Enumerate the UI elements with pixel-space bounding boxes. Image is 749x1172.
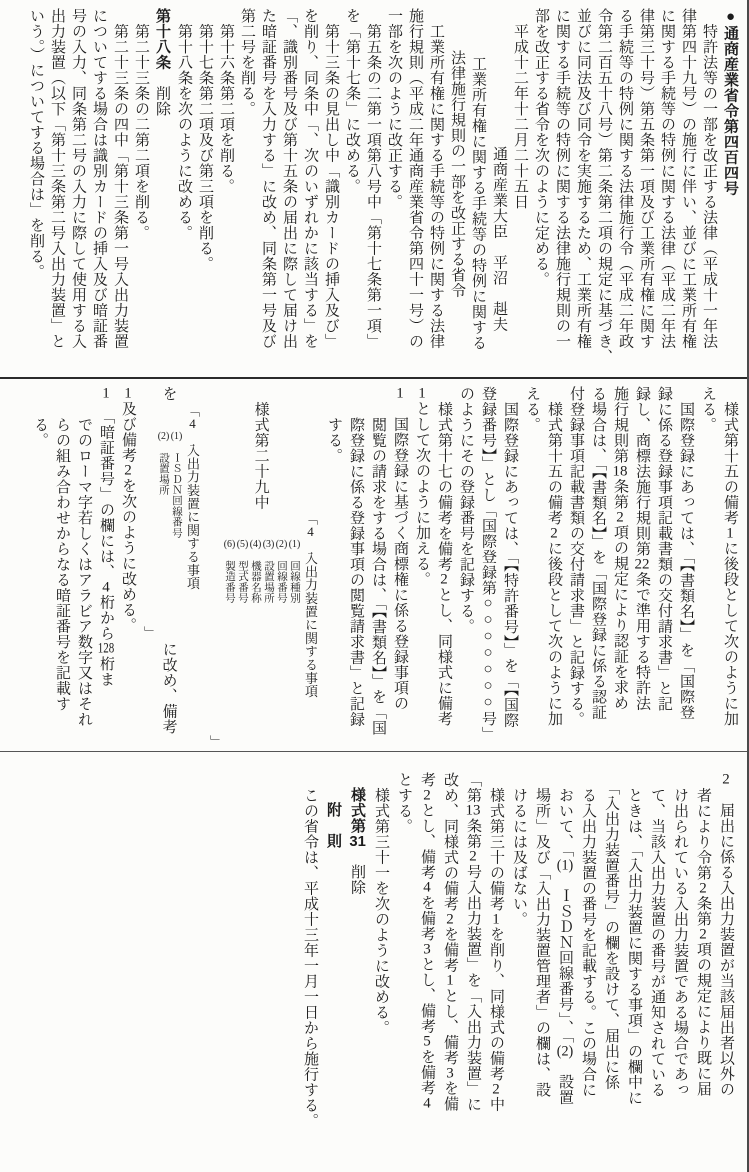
- text-column: 令第二百五十八号）第二条第二項の規定に基づき、: [596, 8, 612, 365]
- text-column: 考2とし、備考4を備考3とし、備考5を備考4: [419, 772, 435, 1111]
- bold-heading: 第十八条: [154, 8, 171, 70]
- text-column: 並びに同法及び同令を実施するため、工業所有権: [575, 8, 591, 349]
- text-column: 様式第十五の備考1に後段として次のように加: [722, 386, 738, 727]
- section-promulgation: [0, 0, 747, 377]
- text-column: 平成十二年十二月二十五日: [512, 8, 528, 210]
- text-column: [151, 8, 173, 377]
- section-form-amendments: [0, 379, 747, 751]
- form-block-item: (3) 設置場所: [262, 539, 275, 603]
- text-column: に関する手続等の特例に関する法律（平成二年法: [659, 8, 675, 349]
- tate-chu-yoko-number: 1: [102, 386, 110, 401]
- tate-chu-yoko-number: 2: [550, 525, 558, 541]
- tate-chu-yoko-number: (1): [288, 539, 301, 550]
- text-column: 1として次のように加える。: [414, 386, 430, 587]
- text-column: 第十七条第二項及び第三項を削る。: [197, 8, 213, 272]
- text-column: 1及び備考2を次のように改める。: [120, 386, 136, 633]
- form-block-item: (1) 回線種別: [288, 539, 301, 603]
- text-column: 「入出力装置番号」の欄を設けて、届出に係: [603, 772, 619, 1090]
- tate-chu-yoko-number: (5): [236, 539, 249, 550]
- tate-chu-yoko-number: 13: [465, 803, 481, 818]
- text-column: 特許法等の一部を改正する法律（平成十一年法: [701, 8, 717, 349]
- text-column: 「第13条第2号入出力装置」を「入出力装置」に: [465, 772, 481, 1112]
- text-column: る手続等の特例に関する法律施行令（平成二年政: [617, 8, 633, 349]
- tate-chu-yoko-number: (2): [157, 430, 170, 441]
- tate-chu-yoko-number: 2: [722, 772, 730, 787]
- text-column: える。: [700, 386, 716, 433]
- form-block-item: (2) 回線番号: [275, 539, 288, 603]
- text-column: する。: [326, 386, 342, 464]
- text-column: 工業所有権に関する手続等の特例に関する法律: [428, 8, 444, 349]
- text-column: 法律施行規則の一部を改正する省令: [449, 50, 465, 298]
- text-column: 出力装置（以下「第十三条第二号入出力装置」と: [49, 8, 65, 349]
- text-column: 様式第三十一を次のように改める。: [373, 772, 389, 1036]
- tate-chu-yoko-number: 2: [492, 1081, 500, 1097]
- tate-chu-yoko-number: 18: [612, 463, 628, 479]
- tate-chu-yoko-number: 2: [699, 926, 707, 942]
- text-run: 削除: [154, 70, 170, 117]
- text-column: 録に係る登録事項記載書類の交付請求書」と記: [656, 386, 672, 712]
- tate-chu-yoko-number: (1): [556, 857, 574, 873]
- text-column: [345, 772, 369, 1152]
- text-column: 様式第十七の備考を備考2とし、同様式に備考: [436, 386, 452, 727]
- form-block-header: 「4 入出力装置に関する事項: [303, 512, 318, 698]
- text-column: る。: [32, 386, 48, 448]
- text-column: た暗証番号を入力する」に改め、同条第一号及び: [260, 8, 276, 349]
- text-column: [205, 386, 323, 751]
- form-block-close: 」: [142, 626, 157, 640]
- tate-chu-yoko-number: 22: [634, 556, 650, 572]
- text-column: け出られている入出力装置である場合であっ: [672, 772, 688, 1098]
- text-column: 登録番号】」とし「国際登録第○○○○○○○号」: [480, 386, 496, 742]
- tate-chu-yoko-number: 2: [446, 911, 454, 927]
- tate-chu-yoko-number: 2: [124, 463, 132, 478]
- tate-chu-yoko-number: 1: [726, 525, 734, 541]
- text-column: 第二十三条の二第二項を削る。: [133, 8, 149, 241]
- text-column: [719, 8, 741, 377]
- tate-chu-yoko-number: 1: [446, 973, 454, 988]
- text-column: らの組み合わせからなる暗証番号を記載す: [54, 386, 70, 712]
- text-column: とする。: [396, 772, 412, 834]
- text-column: 律第四十九号）の施行に伴い、並びに工業所有権: [680, 8, 696, 349]
- text-column: 者により令第2条第2項の規定により既に届: [695, 772, 711, 1097]
- text-column: に関する手続等の特例に関する法律施行規則の一: [554, 8, 570, 349]
- text-column: 第十六条第二項を削る。: [218, 8, 234, 194]
- tate-chu-yoko-number: 2: [616, 509, 624, 525]
- text-column: を「第十七条」に改める。: [344, 8, 360, 194]
- tate-chu-yoko-number: 3: [446, 1065, 454, 1081]
- tate-chu-yoko-number: 4: [423, 1095, 431, 1111]
- tate-chu-yoko-number: 4: [102, 579, 110, 595]
- form-block-item: (1) ＩＳＤＮ回線番号: [170, 430, 183, 538]
- text-run: に改め、備考: [160, 641, 177, 735]
- text-column: 録し、商標法施行規則第22条で準用する特許法: [634, 386, 650, 711]
- bold-heading: 様式第31: [349, 787, 366, 849]
- tate-chu-yoko-number: 4: [307, 525, 314, 539]
- text-column: 際登録に係る登録事項の閲覧請求書」と記録: [348, 386, 364, 727]
- text-column: を削り、同条中「、次のいずれかに該当する」を: [302, 8, 318, 349]
- text-column: けるには及ばない。: [511, 772, 527, 927]
- text-column: [139, 386, 205, 751]
- quoted-form-block: [142, 404, 202, 640]
- text-column: 一部を次のように改正する。: [386, 8, 402, 210]
- tate-chu-yoko-number: 1: [492, 911, 500, 927]
- text-column: 国際登録にあっては、「【書類名】」を「国際登: [678, 386, 694, 720]
- tate-chu-yoko-number: 5: [423, 1034, 431, 1049]
- text-column: 「、識別番号及び第十五条の届出に際して届け出: [281, 8, 297, 349]
- text-run: 削除: [349, 848, 365, 895]
- text-column: についてする場合は識別カードの挿入及び暗証番: [91, 8, 107, 349]
- tate-chu-yoko-number: (2): [556, 1043, 574, 1059]
- text-column: る場合は、「【書類名】」を「国際登録に係る認証: [590, 386, 606, 720]
- text-column: 律第三十号）第五条第一項及び工業所有権に関す: [638, 8, 654, 349]
- text-column: 閲覧の請求をする場合は、「【書類名】」を「国: [370, 386, 386, 736]
- text-column: 1 国際登録に基づく商標権に係る登録事項の: [392, 386, 408, 711]
- form-block-item: (6) 製造番号: [223, 539, 236, 603]
- text-column: いう。）についてする場合は」を削る。: [28, 8, 44, 280]
- bold-heading: 附 則: [325, 802, 342, 849]
- form-block-header: 「4 入出力装置に関する事項: [185, 403, 200, 590]
- form-block-item: (5) 型式番号: [236, 539, 249, 603]
- text-column: 号の入力、同条第二号の入力に際して使用する入: [70, 8, 86, 349]
- bold-heading: ●通商産業省令第四百四号: [722, 8, 739, 196]
- tate-chu-yoko-number: 128: [97, 641, 115, 656]
- text-column: 部を改正する省令を次のように定める。: [533, 8, 549, 287]
- text-column: 第二号を削る。: [239, 8, 255, 117]
- tate-chu-yoko-number: 1: [124, 386, 132, 401]
- text-run: 様式第二十九中: [252, 386, 269, 510]
- text-column: 1 「暗証番号」の欄には、4桁から128桁ま: [97, 386, 115, 687]
- text-column: 様式第三十の備考1を削り、同様式の備考2中: [488, 772, 504, 1112]
- form-block-close: 」: [208, 734, 223, 748]
- tate-chu-yoko-number: (6): [223, 539, 236, 550]
- text-column: 国際登録にあっては、「【特許番号】」を「【国際: [502, 386, 518, 728]
- text-column: 2 届出に係る入出力装置が当該届出者以外の: [718, 772, 734, 1097]
- text-column: 工業所有権に関する手続等の特例に関する: [470, 56, 486, 351]
- text-run: を: [160, 386, 177, 402]
- text-column: 施行規則（平成二年通商産業省令第四十一号）の: [407, 8, 423, 349]
- tate-chu-yoko-number: 2: [699, 880, 707, 896]
- tate-chu-yoko-number: (4): [249, 539, 262, 550]
- tate-chu-yoko-number: 3: [423, 941, 431, 957]
- text-column: 第十三条の見出し中「識別カードの挿入及び」: [323, 8, 339, 349]
- text-column: でのローマ字若しくはアラビア数字又はそれ: [76, 386, 92, 727]
- section-supplementary: [0, 752, 747, 1152]
- text-column: 第十八条を次のように改める。: [176, 8, 192, 241]
- text-column: のようにその登録番号を記録する。: [458, 386, 474, 634]
- text-column: える。: [524, 386, 540, 433]
- text-column: 様式第十五の備考2に後段として次のように加: [546, 386, 562, 727]
- tate-chu-yoko-number: 1: [396, 386, 404, 401]
- text-column: 通商産業大臣 平沼 赳夫: [491, 146, 507, 332]
- text-column: 付登録事項記載書類の交付請求書」と記録する。: [568, 386, 584, 727]
- text-column: 第二十三条の四中「第十三条第一号入出力装置: [112, 8, 128, 349]
- tate-chu-yoko-number: 4: [189, 416, 196, 430]
- text-column: ときは、「入出力装置に関する事項」の欄中に: [626, 772, 642, 1106]
- tate-chu-yoko-number: (1): [170, 430, 183, 441]
- tate-chu-yoko-number: 31: [349, 833, 366, 849]
- tate-chu-yoko-number: 1: [418, 386, 426, 401]
- tate-chu-yoko-number: (2): [275, 539, 288, 550]
- text-column: て、当該入出力装置の番号が通知されている: [649, 772, 665, 1098]
- text-column: 第五条の二第一項第八号中「第十七条第一項」: [365, 8, 381, 349]
- text-column: この省令は、平成十三年一月一日から施行する。: [302, 772, 318, 1129]
- text-column: 場所」及び「入出力装置管理者」の欄は、設: [534, 772, 550, 1098]
- text-column: [321, 772, 345, 1152]
- quoted-form-block: [208, 512, 320, 748]
- tate-chu-yoko-number: 2: [440, 572, 448, 587]
- tate-chu-yoko-number: (3): [262, 539, 275, 550]
- tate-chu-yoko-number: 4: [423, 880, 431, 895]
- tate-chu-yoko-number: 2: [469, 849, 477, 864]
- tate-chu-yoko-number: 2: [423, 787, 431, 803]
- form-block-item: (4) 機器名称: [249, 539, 262, 603]
- text-column: 施行規則第18条第2項の規定により認証を求め: [612, 386, 628, 711]
- text-column: る入出力装置の番号を記載する。この場合に: [580, 772, 596, 1098]
- text-column: 改め、同様式の備考2を備考1とし、備考3を備: [442, 772, 458, 1112]
- text-column: おいて、「(1) ＩＳＤＮ回線番号」、「(2) 設置: [556, 772, 574, 1105]
- form-block-item: (2) 設置場所: [157, 430, 170, 495]
